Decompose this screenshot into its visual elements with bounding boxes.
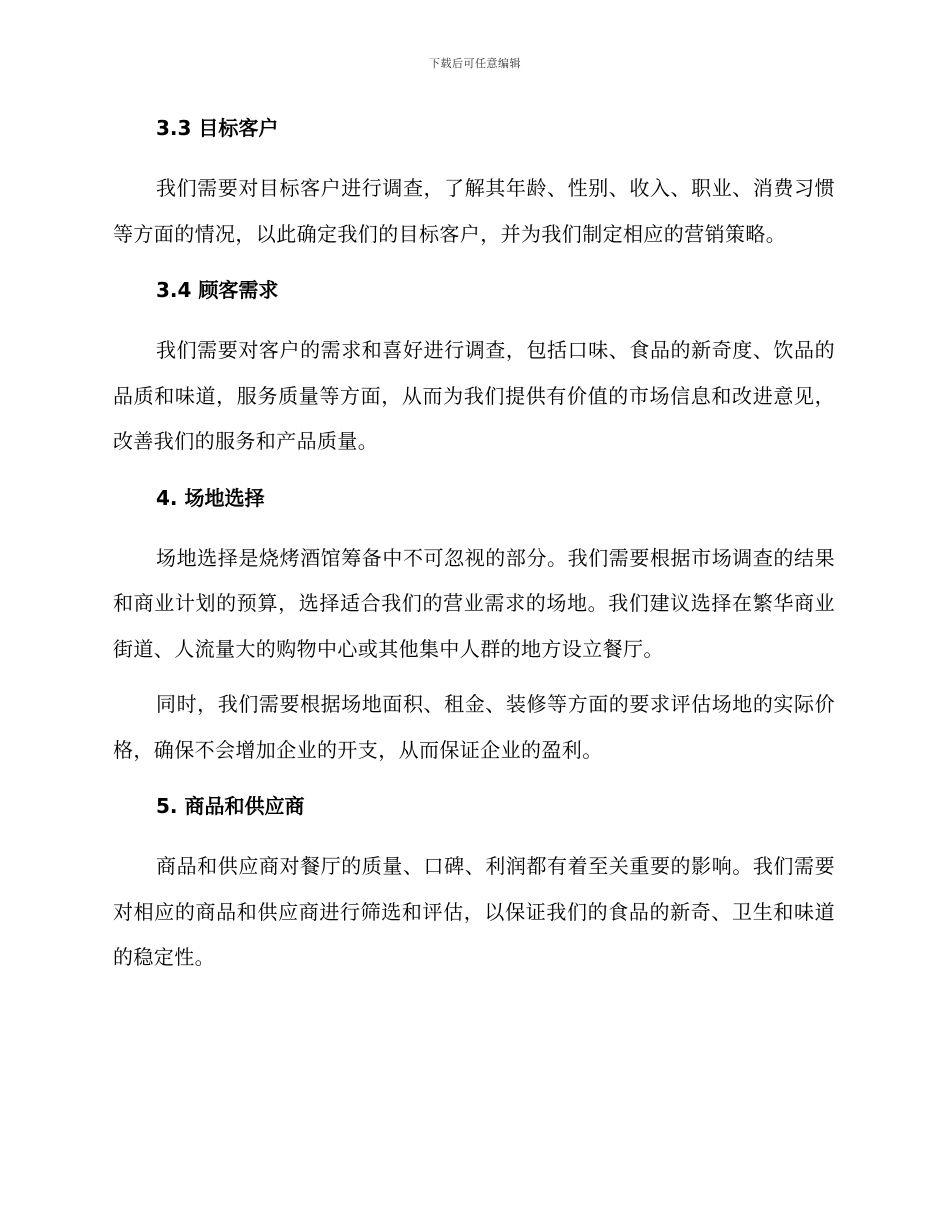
page-header: 下载后可任意编辑 [429, 57, 521, 70]
section-heading-target-customers: 3.3 目标客户 [156, 116, 279, 140]
section-heading-goods-suppliers: 5. 商品和供应商 [156, 794, 305, 818]
section-heading-site-selection: 4. 场地选择 [156, 485, 265, 510]
document-body [113, 111, 835, 981]
paragraph: 场地选择是烧烤酒馆筹备中不可忽视的部分。我们需要根据市场调查的结果和商业计划的预算，选择适合我们的营业需求的场地。我们建议选择在繁华商业街道、人流量大的购物中心或其他集中人群的地方设立餐厅。 [113, 545, 835, 661]
paragraph: 商品和供应商对餐厅的质量、口碑、利润都有着至关重要的影响。我们需要对相应的商品和供应商进行筛选和评估，以保证我们的食品的新奇、卫生和味道的稳定性。 [113, 854, 835, 969]
paragraph: 我们需要对客户的需求和喜好进行调查，包括口味、食品的新奇度、饮品的品质和味道，服务质量等方面，从而为我们提供有价值的市场信息和改进意见，改善我们的服务和产品质量。 [113, 338, 835, 453]
section-heading-customer-needs: 3.4 顾客需求 [156, 278, 279, 302]
paragraph: 我们需要对目标客户进行调查，了解其年龄、性别、收入、职业、消费习惯等方面的情况，以此确定我们的目标客户，并为我们制定相应的营销策略。 [113, 176, 835, 246]
paragraph: 同时，我们需要根据场地面积、租金、装修等方面的要求评估场地的实际价格，确保不会增加企业的开支，从而保证企业的盈利。 [113, 692, 835, 762]
